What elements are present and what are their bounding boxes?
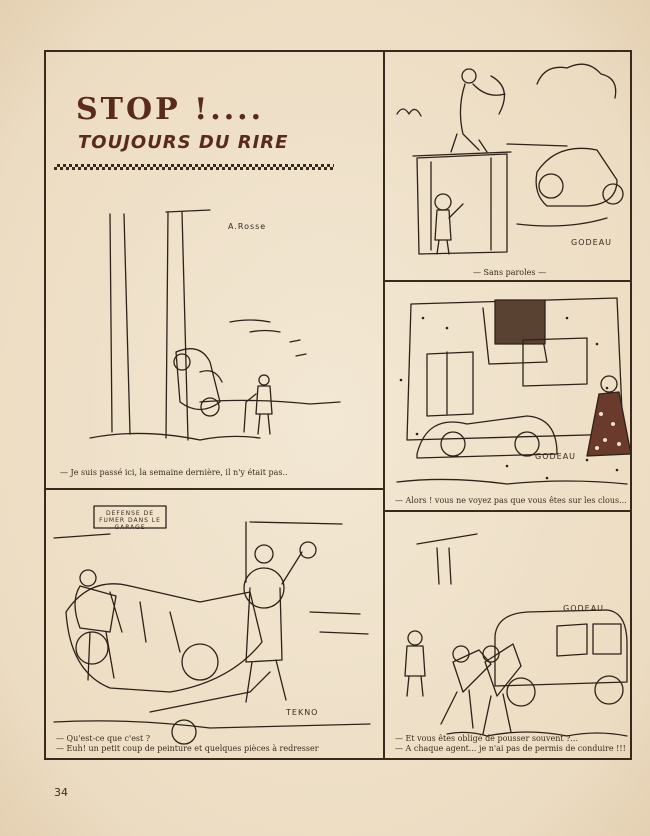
page-number: 34 [54,786,68,799]
cartoon-snowy-cafe [387,284,631,508]
push-car-illustration [387,514,631,756]
left-row-divider [46,488,383,490]
statue-archer-caption: — Sans paroles — [473,268,547,277]
wrecked-car-signature: TEKNO [286,708,319,717]
push-car-caption-line1: — Et vous êtes obligé de pousser souvent ?... [395,734,579,743]
wrecked-car-caption-line2: — Euh! un petit coup de peinture et quelques pièces à redresser [56,744,319,753]
tree-crash-signature: A.Rosse [228,222,267,231]
tree-crash-caption: — Je suis passé ici, la semaine dernière, il n'y était pas.. [60,468,288,477]
cartoon-tree-crash [50,202,380,486]
wrecked-car-illustration [50,492,380,756]
right-row-divider-1 [385,280,632,282]
cartoon-grid-frame [44,50,632,760]
column-divider [383,52,385,758]
snowy-cafe-illustration [387,284,631,508]
right-row-divider-2 [385,510,632,512]
statue-archer-signature: GODEAU [571,238,613,247]
cartoon-wrecked-car [50,492,380,756]
cartoon-push-car [387,514,631,756]
cartoon-statue-archer [387,54,631,278]
push-car-signature: GODEAU [563,604,605,613]
checkered-rule [54,164,334,170]
page-title: STOP !.... [76,92,265,127]
snowy-cafe-signature: GODEAU [535,452,577,461]
tree-crash-illustration [50,202,380,486]
garage-sign-text: DEFENSE DE FUMER DANS LE GARAGE [99,510,161,531]
snowy-cafe-caption: — Alors ! vous ne voyez pas que vous êtes sur les clous... [395,496,627,505]
page-subtitle: TOUJOURS DU RIRE [78,132,289,153]
wrecked-car-caption-line1: — Qu'est-ce que c'est ? [56,734,151,743]
push-car-caption-line2: — A chaque agent... je n'ai pas de permis de conduire !!! [395,744,626,753]
